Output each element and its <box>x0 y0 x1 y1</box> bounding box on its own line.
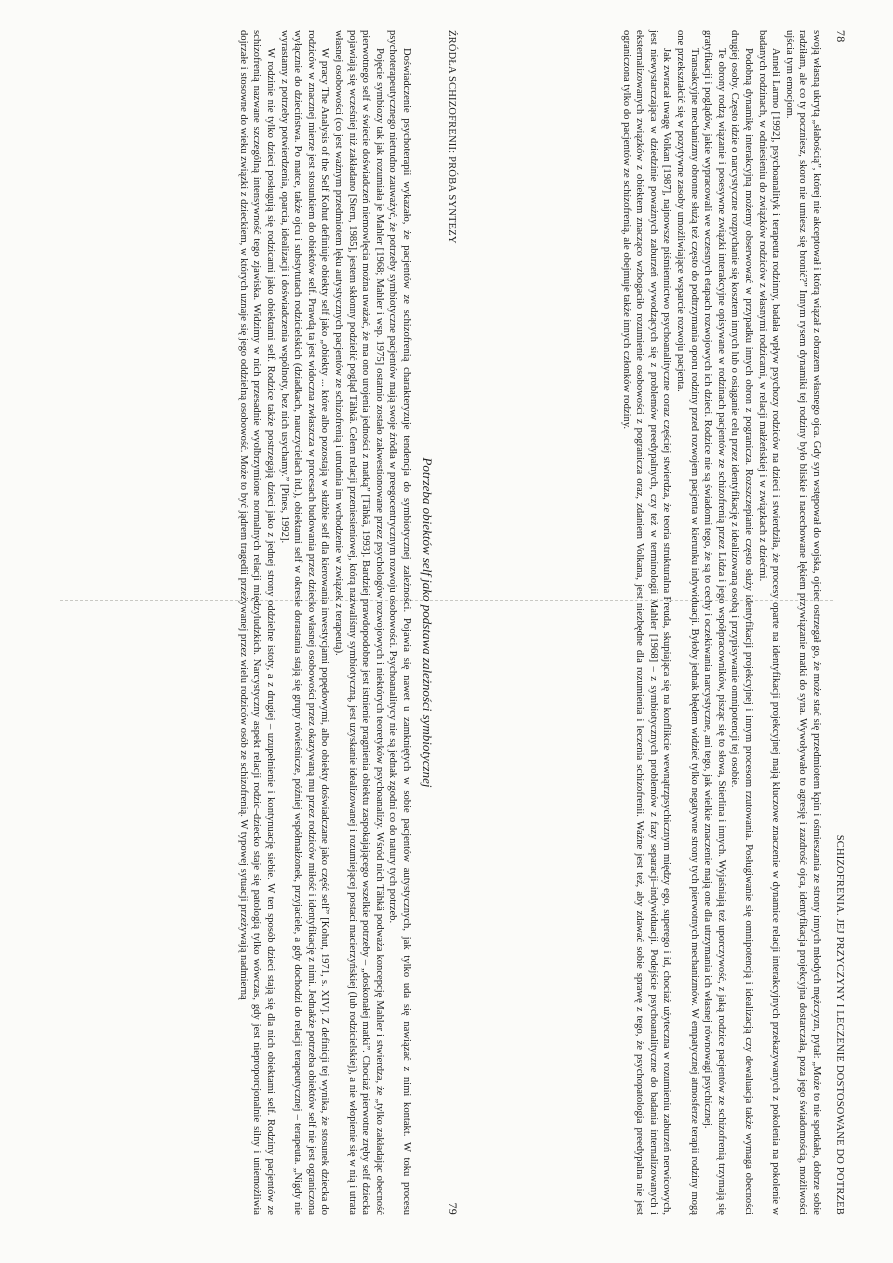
right-page-number: 79 <box>446 1202 460 1215</box>
left-header-title: SCHIZOFRENIA. JEJ PRZYCZYNY I LECZENIE DOSTOSOWANE DO POTRZEB <box>834 834 845 1215</box>
left-paragraph: Anneli Larmo [1992], psychoanalityk i terapeuta rodzinny, badała wpływ psychozy rodziców na dzieci i stwierdziła, że procesy oparte na identyfikacji projekcyjnej mają kluczowe znaczenie w dynamice relacji interakcyjnych przekazywanych z pokolenia na pokolenie w badanych rodzinach, w odniesieniu do związków rodziców z własnymi rodzicami, w relacji małżeńskiej i w związkach z dziećmi. <box>756 30 782 1215</box>
right-header-title: ŹRÓDŁA SCHIZOFRENII: PRÓBA SYNTEZY <box>446 30 457 244</box>
right-running-head <box>441 30 460 1215</box>
right-paragraph: Pojęcie symbiozy tak jak rozumiała je Mahler [1968; Mahler i wsp. 1975] ostatnio zostało zakwestionowane przez psychologów rozwojowych i niektórych teoretyków psychoanalizy. Wśród nich Tähkä podważa koncepcję Mahler i stwierdza, że „tylko zakładając obecność pierwotnego self w świecie doświadczeń niemowlęcia można uważać, że ma ono urojenia jedności z matką” [Tähkä, 1993]. Bardziej prawdopodobne jest istnienie pragnienia obiektu zaspokajającego wszelkie potrzeby – „doskonałej matki”. Chociaż pierwotne zręby self dziecka pojawiają się wcześniej niż zakładano [Stern, 1985], jestem skłonny podzielić pogląd Tähkä. Celem relacji przeniesieniowej, którą nazwaliśmy symbiotyczną, jest uzyskanie idealizowanej i rozumiejącej postaci macierzyńskiej (lub rodzicielskiej), a nie włopienie się w nią i utrata własnej osobowości (co jest ważnym przedmiotem lęku autystycznych pacjentów ze schizofrenią i utrudnia im wchodzenie w związek z terapeutą). <box>333 30 385 1215</box>
right-paragraph: Doświadczenie psychoterapii wykazało, że pacjentów ze schizofrenią charakteryzuje tendencja do symbiotycznej zależności. Pojawia się nawet u zamkniętych w sobie pacjentów autystycznych, jak tylko uda się nawiązać z nimi kontakt. W toku procesu psychoterapeutycznego nietrudno zauważyć, że potrzeby symbiotyczne pacjentów mają swoje źródła w preegocentrycznym rozwoju osobowości. Psychoanalitycy nie są jednak zgodni co do natury tych potrzeb. <box>387 30 412 1215</box>
right-paragraph: W rodzinie nie tylko dzieci posługują się rodzicami jako obiektami self. Rodzice także postrzegają dzieci jako z jednej strony oddzielne istoty, a z drugiej – uzupełnienie i kontynuację siebie. W ten sposób dzieci stają się dla nich obiektami self. Rodziny pacjentów ze schizofrenią nazwane szczególną intensywność tego zjawiska. Widzimy w nich przesadnie wyolbrzymione normalnych relacji międzyludzkich. Narcystyczny aspekt relacji rodzic–dziecko staje się patologią tylko wówczas, gdy jest nieproporcjonalnie silny i uniemożliwia dojrzałe i stosowne do wieku związki z dzieckiem, w których uznaje się jego oddzielną osobowość. Może to być jądrem tragedii przeżywanej przez wielu rodziców osób ze schizofrenią. W typowej sytuacji przeżywają nadmierną <box>237 30 277 1215</box>
left-paragraph: Te obrony rodzą wiązanie i posesywne związki interakcyjne opisywane w rodzinach pacjentów ze schizofrenią przez Lidza i jego współpracowników, pisząc się to słowa, Stierlina i innych. Wyjaśniają też uporczywość, z jaką rodzice pacjentów ze schizofrenią trzymają się gratyfikacji i poglądów, jakie wypracowali we wczesnych etapach rozwojowych ich dzieci. Rodzice nie są świadomi tego, że są to cechy i oczekiwania narcystyczne, ani tego, jak wielkie znaczenie mają one dla utrzymania ich własnej równowagi psychicznej. <box>702 30 727 1215</box>
left-page-number: 78 <box>834 30 848 43</box>
left-running-head <box>829 30 848 1215</box>
left-page-body <box>619 30 823 1215</box>
left-paragraph: Podobną dynamikę interakcyjną możemy obserwować w przypadku innych obron z pogranicza. Rozszczepianie często służy identyfikacji projekcyjnej i innym procesom rzutowania. Posługiwanie się omnipotencją i idealizacją czy dewaluacja także wymaga obecności drugiej osoby. Często idzie o narcystyczne rozpychanie się kosztem innych lub o osiąganie celu przez identyfikację z idealizowaną osobą i przypisywanie omnipotencji tej osobie. <box>729 30 755 1215</box>
section-title: Potrzeba obiektów self jako podstawa zależności symbiotycznej <box>420 457 435 788</box>
left-page <box>453 30 848 1215</box>
right-page-body <box>236 30 413 1215</box>
left-paragraph: Jak zwracał uwagę Volkan [1987], najnowsze piśmiennictwo psychoanalityczne coraz częściej stwierdza, że teoria strukturalna Freuda, skupiająca się na konflikcie wewnątrzpsychicznym między ego, superego i id, chociaż użyteczna w rozumieniu zaburzeń nerwicowych, jest niewystarczająca w dziedzinie poważnych zaburzeń wywodzących się z problemów preedypalnych, czy też w terminologii Mahler [1968] – z symbiotycznych problemów z fazy separacji–indywiduacji. Podejście psychoanalityczne do badania internalizowanych i eksternalizowanych związków z obiektem znacząco wzbogaciło rozumienie osobowości z pogranicza oraz, zdaniem Volkana, jest niezbędne dla rozumienia i leczenia schizofrenii. Ważne jest też, aby zdawać sobie sprawę z tego, że psychopatologia preedypalna nie jest ograniczona tylko do pacjentów ze schizofrenią, ale obejmuje także innych członków rodziny. <box>620 30 673 1215</box>
right-page <box>65 30 460 1215</box>
left-paragraph: swoją własną ukrytą „słabością”, której nie akceptował i którą wiązał z obrazem własnego ojca. Gdy syn wstępował do wojska, ojciec ostrzegał go, że może stać się przedmiotem kpin i ośmieszania ze strony innych młodych mężczyzn, pytał: „Może to nie spotkało, dobrze sobie radziłam, ale co ty poczniesz, skoro nie umiesz się bronić?” Innym rysem dynamiki tej rodziny było bliskie i nacechowane lękiem przywiązanie matki do syna. Wywoływało to agresję i zazdrość ojca, identyfikacja projekcyjna dostarczała, poza jego świadomością, możliwości ujścia tym emocjom. <box>783 30 822 1215</box>
right-paragraph: W pracy The Analysis of the Self Kohut definiuje obiekty self jako „obiekty ... które albo pozostają w służbie self dla kierowania inwestycjami popędowymi, albo obiekty doświadczane jako część self” [Kohut, 1971, s. XIV]. Z definicji tej wynika, że stosunek dziecka do rodziców w znacznej mierze jest stosunkiem do obiektów self. Prawdą ta jest widoczna zwłaszcza w procesach budowania przez dziecko własnej osobowości przez okazywaną mu przez rodziców miłość i identyfikację z nimi. Jednakże potrzeba obiektów self nie jest ograniczona wyłącznie do dzieciństwa. Po matce, także ojcu i substytutach rodzicielskich (dziadkach, nauczycielach itd.), obiektami self w okresie dorastania stają się grupy rówieśnicze, później współmałżonek, przyjaciele, a gdy dochodzi do relacji terapeutycznej – terapeuta. „Nigdy nie wyrastamy z potrzeby potwierdzenia, oparcia, idealizacji i doświadczenia wspólnoty, bez nich usychamy.” [Pines, 1992]. <box>278 30 331 1215</box>
left-paragraph: Transakcyjne mechanizmy obronne służą też często do podtrzymania oporu rodziny przed rozwojem pacjenta w kierunku indywiduacji. Byłoby jednak błędem widzieć tylko negatywne strony tych pierwotnych mechanizmów. W empatycznej atmosferze terapii rodziny mogą one przekształcić się w pozytywne zasoby umożliwiające wsparcie rozwoju pacjenta. <box>675 30 700 1215</box>
